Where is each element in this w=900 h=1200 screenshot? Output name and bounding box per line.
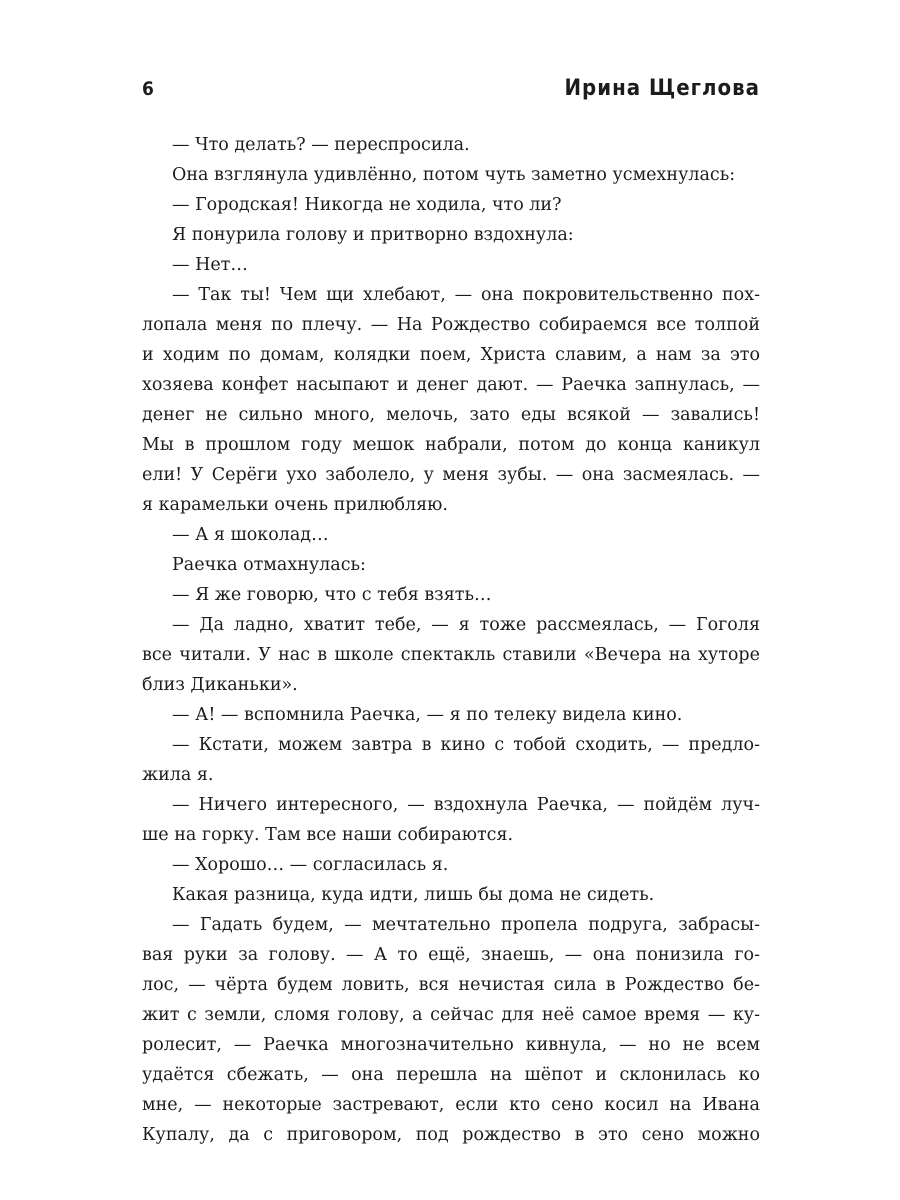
text-line: Она взглянула удивлённо, потом чуть заметно усмехнулась:	[172, 165, 736, 185]
text-line: лос, — чёрта будем ловить, вся нечистая сила в Рождество бе-	[142, 975, 760, 995]
text-line: — Да ладно, хватит тебе, — я тоже рассмеялась, — Гоголя	[172, 615, 760, 635]
text-line: жит с земли, сломя голову, а сейчас для неё самое время — ку-	[142, 1005, 760, 1025]
text-line: все читали. У нас в школе спектакль ставили «Вечера на хуторе	[142, 645, 760, 665]
text-line: — Что делать? — переспросила.	[172, 135, 470, 155]
text-line: — А я шоколад…	[172, 525, 329, 545]
text-line: — Гадать будем, — мечтательно пропела подруга, забрасы-	[172, 915, 760, 935]
text-line: Какая разница, куда идти, лишь бы дома не сидеть.	[172, 885, 655, 905]
text-line: — Так ты! Чем щи хлебают, — она покровительственно пох-	[172, 285, 760, 305]
text-line: Раечка отмахнулась:	[172, 555, 366, 575]
text-line: ролесит, — Раечка многозначительно кивнула, — но не всем	[142, 1035, 760, 1055]
text-line: вая руки за голову. — А то ещё, знаешь, — она понизила го-	[142, 945, 760, 965]
text-line: и ходим по домам, колядки поем, Христа славим, а нам за это	[142, 345, 760, 365]
text-line: хозяева конфет насыпают и денег дают. — Раечка запнулась, —	[142, 375, 760, 395]
text-line: — Хорошо… — согласилась я.	[172, 855, 449, 875]
text-line: жила я.	[142, 765, 214, 785]
text-line: Купалу, да с приговором, под рождество в это сено можно	[142, 1125, 760, 1145]
text-line: — А! — вспомнила Раечка, — я по телеку видела кино.	[172, 705, 683, 725]
text-line: ше на горку. Там все наши собираются.	[142, 825, 514, 845]
text-line: — Я же говорю, что с тебя взять…	[172, 585, 492, 605]
body-text	[142, 130, 760, 1150]
text-line: Мы в прошлом году мешок набрали, потом до конца каникул	[142, 435, 760, 455]
text-line: — Нет…	[172, 255, 248, 275]
running-title: Ирина Щеглова	[564, 76, 760, 101]
text-line: близ Диканьки».	[142, 675, 298, 695]
text-line: я карамельки очень прилюбляю.	[142, 495, 448, 515]
page-number: 6	[142, 78, 154, 100]
text-line: удаётся сбежать, — она перешла на шёпот и склонилась ко	[142, 1065, 760, 1085]
text-line: ели! У Серёги ухо заболело, у меня зубы. — она засмеялась. —	[142, 465, 760, 485]
page-header	[142, 76, 760, 106]
text-line: — Ничего интересного, — вздохнула Раечка, — пойдём луч-	[172, 795, 760, 815]
text-line: мне, — некоторые застревают, если кто сено косил на Ивана	[142, 1095, 760, 1115]
text-line: Я понурила голову и притворно вздохнула:	[172, 225, 574, 245]
text-line: денег не сильно много, мелочь, зато еды всякой — завались!	[142, 405, 760, 425]
text-line: лопала меня по плечу. — На Рождество собираемся все толпой	[142, 315, 760, 335]
text-line: — Кстати, можем завтра в кино с тобой сходить, — предло-	[172, 735, 760, 755]
text-line: — Городская! Никогда не ходила, что ли?	[172, 195, 562, 215]
